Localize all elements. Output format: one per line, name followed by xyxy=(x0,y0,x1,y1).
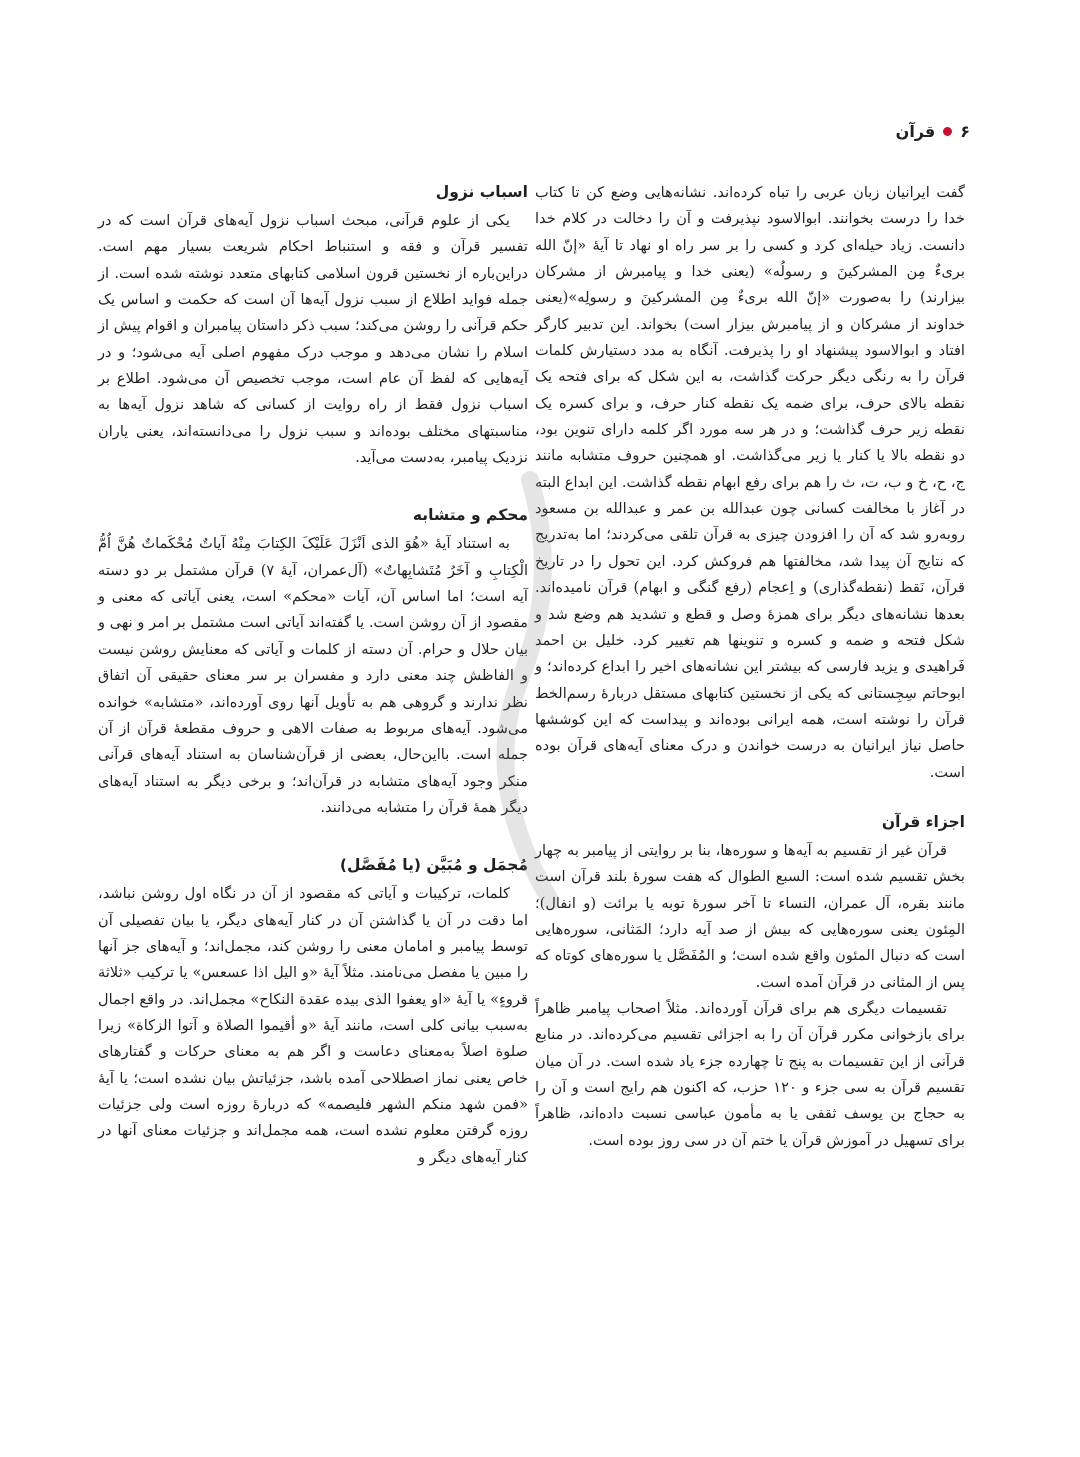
right-column xyxy=(535,180,965,1154)
paragraph: گفت ایرانیان زبان عربی را تباه کرده‌اند. نشانه‌هایی وضع کن تا کتاب خدا را درست بخوانند. ابوالاسود نپذیرفت و آن را دخالت در کلام خدا دانست. زیاد حیله‌ای کرد و کسی را بر سر راه او نهاد تا آیهٔ «إنّ الله بریءٌ مِن المشرکینَ و رسولُه» (یعنی خدا و پیامبرش از مشرکان بیزارند) را به‌صورت «إنّ الله بریءٌ مِن المشرکینَ و رسولِه»(یعنی خداوند از مشرکان و از پیامبرش بیزار است) بخواند. این تدبیر کارگر افتاد و ابوالاسود پیشنهاد او را پذیرفت. آنگاه به مدد دستیارش کلمات قرآن را به رنگی دیگر حرکت گذاشت، به این شکل که برای فتحه یک نقطه بالای حرف، برای ضمه یک نقطه کنار حرف، و برای کسره یک نقطه زیر حرف گذاشت؛ و در هر سه مورد اگر کلمه دارای تنوین بود، دو نقطه بالا یا کنار یا زیر می‌گذاشت. او همچنین حروف متشابه مانند ج، ح، خ و ب، ت، ث را هم برای رفع ابهام نقطه گذاشت. این ابداع البته در آغاز با مخالفت کسانی چون عبدالله بن عمر و عبدالله بن مسعود روبه‌رو شد که آن را افزودن چیزی به قرآن تلقی می‌کردند؛ اما به‌تدریج که نتایج آن پیدا شد، مخالفتها هم فروکش کرد. این تحول را در تاریخ قرآن، نَقط (نقطه‌گذاری) و اِعجام (رفع گنگی و ابهام) قرآن نامیده‌اند. بعدها نشانه‌های دیگر برای همزهٔ وصل و قطع و تشدید هم وضع شد و شکل فتحه و ضمه و کسره و تنوینها هم تغییر کرد. خلیل بن احمد فَراهیدی و یزید فارسی که بیشتر این نشانه‌های اخیر را ابداع کرده‌اند؛ و ابوحاتم سِجِستانی که یکی از نخستین کتابهای مستقل دربارهٔ رسم‌الخط قرآن را نوشته است، همه ایرانی بوده‌اند و پیداست که این کوششها حاصل نیاز ایرانیان به درست خواندن و درک معنای آیه‌های قرآن بوده است. xyxy=(535,184,965,781)
paragraph: تقسیمات دیگری هم برای قرآن آورده‌اند. مثلاً اصحاب پیامبر ظاهراً برای بازخوانی مکرر قرآن آن را به اجزائی تقسیم می‌کرده‌اند. در منابع قرآنی از این تقسیمات به پنج تا چهارده جزء یاد شده است. در آن میان تقسیم قرآن به سی جزء و ۱۲۰ حزب، که اکنون هم رایج است و آن را به حجاج بن یوسف ثقفی یا به مأمون عباسی نسبت داده‌اند، ظاهراً برای تسهیل در آموزش قرآن یا ختم آن در سی روز بوده است. xyxy=(535,999,965,1149)
paragraph: کلمات، ترکیبات و آیاتی که مقصود از آن در نگاه اول روشن نباشد، اما دقت در آن یا گذاشتن آن در کنار آیه‌های دیگر، یا بیان تفصیلی آن توسط پیامبر و امامان معنی را روشن کند، مجمل‌اند؛ و آیه‌های جز آنها را مبین یا مفصل می‌نامند. مثلاً آیهٔ «و الیل اذا عسعس» یا ترکیب «ثلاثة قروءٍ» یا آیهٔ «او یعفوا الذی بیده عقدة النکاح» مجمل‌اند. در واقع اجمال به‌سبب بیانی کلی است، مانند آیهٔ «و أقیموا الصلاة و آتوا الزکاة» زیرا صلوة اصلاً به‌معنای دعاست و اگر هم به معنای حرکات و گفتارهای خاص یعنی نماز اصطلاحی آمده باشد، جزئیاتش بیان نشده است؛ یا آیهٔ «فمن شهد منکم الشهر فلیصمه» که دربارهٔ روزه است ولی جزئیات روزه گرفتن معلوم نشده است، همه مجمل‌اند و جزئیات معنای آنها در کنار آیه‌های دیگر و xyxy=(98,885,528,1166)
page-header xyxy=(896,122,970,141)
section-heading: مُجمَل و مُبَیَّن (یا مُفَصَّل) xyxy=(339,856,528,875)
spacer xyxy=(535,786,965,810)
bullet-dot-icon xyxy=(943,127,952,136)
paragraph: یکی از علوم قرآنی، مبحث اسباب نزول آیه‌های قرآن است که در تفسیر قرآن و فقه و استنباط احکام شریعت بسیار مهم است. دراین‌باره از نخستین قرون اسلامی کتابهای متعدد نوشته شده است. از جمله فواید اطلاع از سبب نزول آیه‌ها آن است که حکمت و اساس یک حکم قرآنی را روشن می‌کند؛ سبب ذکر داستان پیامبران و اقوام پیش از اسلام را نشان می‌دهد و موجب درک مفهوم اصلی آیه می‌شود؛ و در آیه‌هایی که لفظ آن عام است، موجب تخصیص آن می‌شود. اطلاع بر اسباب نزول فقط از راه روایت از کسانی که شاهد نزول آیه‌ها به مناسبتهای مختلف بوده‌اند و سبب نزول را می‌دانسته‌اند، یعنی یاران نزدیک پیامبر، به‌دست می‌آید. xyxy=(98,212,528,467)
page-number: ۶ xyxy=(960,122,970,141)
spacer xyxy=(98,821,528,853)
paragraph: قرآن غیر از تقسیم به آیه‌ها و سوره‌ها، بنا بر روایتی از پیامبر به چهار بخش تقسیم شده است: السبع الطوال که هفت سورهٔ بلند قرآن است مانند بقره، آل عمران، النساء تا آخر سورهٔ توبه یا برائت (و انفال)؛ المِئون یعنی سوره‌هایی که بیش از صد آیه دارد؛ المَثانی، سوره‌هایی است که دنبال المئون واقع شده است؛ و المُفَصَّل یا سوره‌های کوتاه که پس از المثانی در قرآن آمده است. xyxy=(535,841,965,991)
section-heading: اجزاء قرآن xyxy=(881,812,965,831)
section-heading: محکم و متشابه xyxy=(412,506,528,525)
left-column xyxy=(98,180,528,1171)
spacer xyxy=(98,471,528,503)
section-heading: اسباب نزول xyxy=(435,183,528,201)
running-title: قرآن xyxy=(895,122,936,141)
paragraph: به استناد آیهٔ «هُوَ الذی اَنْزَلَ عَلَیْکَ الکِتابَ مِنْهُ آیاتٌ مُحْکَماتٌ هُنَّ اُمُّ الْکِتابِ و آخَرُ مُتَشابِهاتٌ» (آل‌عمران، آیهٔ ۷) قرآن مشتمل بر دو دسته آیه است؛ اما اساس آن، آیات «محکم» است، یعنی آیاتی که معنی و مقصود از آن روشن است. یا گفته‌اند آیاتی است مشتمل بر امر و نهی و بیان حلال و حرام. آن دسته از کلمات و آیاتی که معنایش روشن نیست و الفاظش چند معنی دارد و مفسران بر سر معنای حقیقی آن اتفاق نظر ندارند و گروهی هم به تأویل آنها روی آورده‌اند، «متشابه» خوانده می‌شود. آیه‌های مربوط به صفات الاهی و حروف مقطعهٔ قرآن از آن جمله است. بااین‌حال، بعضی از قرآن‌شناسان به استناد آیه‌های قرآنی منکر وجود آیه‌های متشابه در قرآن‌اند؛ و برخی دیگر به استناد آیه‌های دیگر همهٔ قرآن را متشابه می‌دانند. xyxy=(98,535,528,816)
